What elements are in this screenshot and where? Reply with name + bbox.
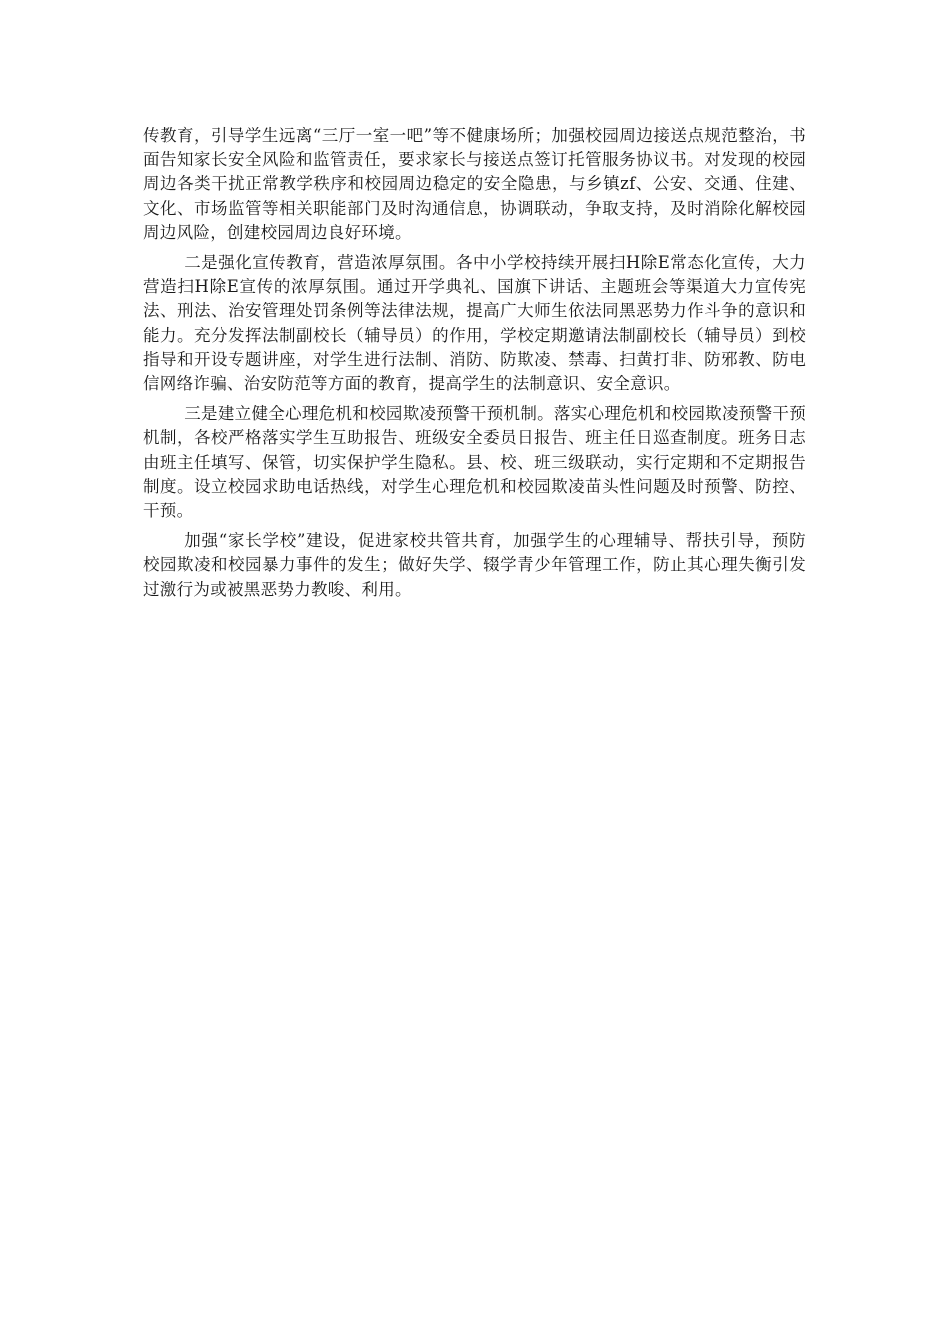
paragraph-continuation: 传教育，引导学生远离“三厅一室一吧”等不健康场所；加强校园周边接送点规范整治，书面告知家长安全风险和监管责任，要求家长与接送点签订托管服务协议书。对发现的校园周边各类干扰正常教学秩序和校园周边稳定的安全隐患，与乡镇zf、公安、交通、住建、文化、市场监管等相关职能部门及时沟通信息，协调联动，争取支持，及时消除化解校园周边风险，创建校园周边良好环境。 <box>143 126 806 242</box>
document-body <box>143 124 806 608</box>
paragraph-publicity-education: 二是强化宣传教育，营造浓厚氛围。各中小学校持续开展扫H除E常态化宣传，大力营造扫H除E宣传的浓厚氛围。通过开学典礼、国旗下讲话、主题班会等渠道大力宣传宪法、刑法、治安管理处罚条例等法律法规，提高广大师生依法同黑恶势力作斗争的意识和能力。充分发挥法制副校长（辅导员）的作用，学校定期邀请法制副校长（辅导员）到校指导和开设专题讲座，对学生进行法制、消防、防欺凌、禁毒、扫黄打非、防邪教、防电信网络诈骗、治安防范等方面的教育，提高学生的法制意识、安全意识。 <box>143 253 806 394</box>
paragraph-parent-school: 加强“家长学校”建设，促进家校共管共育，加强学生的心理辅导、帮扶引导，预防校园欺凌和校园暴力事件的发生；做好失学、辍学青少年管理工作，防止其心理失衡引发过激行为或被黑恶势力教唆、利用。 <box>143 531 806 599</box>
paragraph-crisis-intervention: 三是建立健全心理危机和校园欺凌预警干预机制。落实心理危机和校园欺凌预警干预机制，各校严格落实学生互助报告、班级安全委员日报告、班主任日巡查制度。班务日志由班主任填写、保管，切实保护学生隐私。县、校、班三级联动，实行定期和不定期报告制度。设立校园求助电话热线，对学生心理危机和校园欺凌苗头性问题及时预警、防控、干预。 <box>143 404 806 521</box>
